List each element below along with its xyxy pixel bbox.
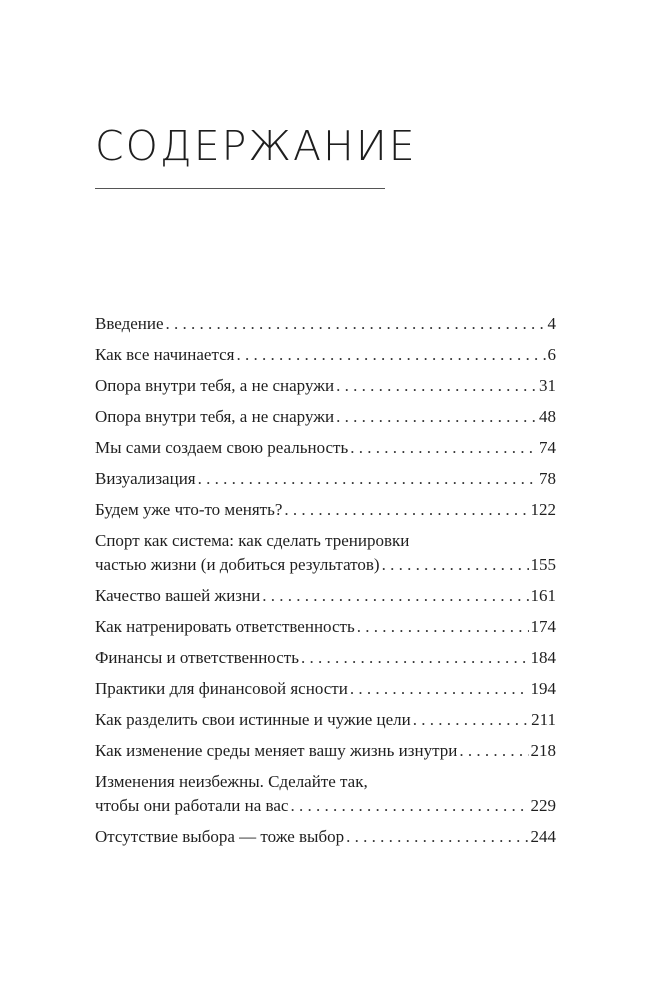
toc-entry-page: 155 bbox=[530, 555, 556, 574]
toc-entry[interactable] bbox=[95, 710, 556, 730]
toc-entry-page: 161 bbox=[530, 586, 556, 605]
toc-entry[interactable] bbox=[95, 617, 556, 637]
toc-entry[interactable] bbox=[95, 827, 556, 847]
toc-entry-page: 4 bbox=[547, 314, 556, 333]
toc-entry-title: Отсутствие выбора — тоже выбор bbox=[95, 827, 345, 846]
toc-entry[interactable] bbox=[95, 500, 556, 520]
dot-leader bbox=[350, 438, 537, 458]
toc-entry[interactable] bbox=[95, 741, 556, 761]
toc-entry[interactable] bbox=[95, 772, 556, 816]
toc-entry-title: чтобы они работали на вас bbox=[95, 796, 289, 815]
toc-entry-page: 31 bbox=[539, 376, 556, 395]
toc-entry[interactable] bbox=[95, 438, 556, 458]
toc-entry-title: Введение bbox=[95, 314, 164, 333]
dot-leader bbox=[166, 314, 546, 334]
toc-entry[interactable] bbox=[95, 345, 556, 365]
dot-leader bbox=[413, 710, 529, 730]
toc-entry[interactable] bbox=[95, 531, 556, 575]
toc-entry-page: 194 bbox=[530, 679, 556, 698]
toc-entry-page: 174 bbox=[530, 617, 556, 636]
toc-entry-page: 78 bbox=[539, 469, 556, 488]
toc-entry-page: 184 bbox=[530, 648, 556, 667]
toc-entry-title: Визуализация bbox=[95, 469, 196, 488]
toc-entry-page: 48 bbox=[539, 407, 556, 426]
toc-entry-page: 6 bbox=[547, 345, 556, 364]
toc-entry-title: Мы сами создаем свою реальность bbox=[95, 438, 349, 457]
toc-entry-title: Будем уже что-то менять? bbox=[95, 500, 283, 519]
toc-entry-title: Опора внутри тебя, а не снаружи bbox=[95, 376, 335, 395]
toc-entry-page: 74 bbox=[539, 438, 556, 457]
toc-entry-title: Как все начинается bbox=[95, 345, 235, 364]
dot-leader bbox=[301, 648, 529, 668]
toc-entry-title: Качество вашей жизни bbox=[95, 586, 261, 605]
dot-leader bbox=[284, 500, 528, 520]
toc-entry-page: 229 bbox=[530, 796, 556, 815]
dot-leader bbox=[336, 407, 537, 427]
toc-entry-title: Финансы и ответственность bbox=[95, 648, 299, 667]
dot-leader bbox=[198, 469, 537, 489]
toc-entry-title: Как изменение среды меняет вашу жизнь изнутри bbox=[95, 741, 458, 760]
page-title: СОДЕРЖАНИЕ bbox=[95, 122, 417, 170]
toc-entry-title: Как разделить свои истинные и чужие цели bbox=[95, 710, 411, 729]
toc-entry-page: 218 bbox=[530, 741, 556, 760]
toc-entry-title-line1: Спорт как система: как сделать тренировки bbox=[95, 531, 410, 550]
dot-leader bbox=[262, 586, 528, 606]
toc-entry[interactable] bbox=[95, 469, 556, 489]
dot-leader bbox=[459, 741, 528, 761]
toc-entry[interactable] bbox=[95, 314, 556, 334]
toc-entry-page: 211 bbox=[531, 710, 556, 729]
toc-entry[interactable] bbox=[95, 679, 556, 699]
toc-entry-title: Как натренировать ответственность bbox=[95, 617, 355, 636]
title-underline bbox=[95, 188, 385, 189]
toc-entry[interactable] bbox=[95, 648, 556, 668]
toc-entry-title-line1: Изменения неизбежны. Сделайте так, bbox=[95, 772, 368, 791]
toc-entry[interactable] bbox=[95, 407, 556, 427]
toc-entry[interactable] bbox=[95, 586, 556, 606]
dot-leader bbox=[357, 617, 529, 637]
toc-entry-title: частью жизни (и добиться результатов) bbox=[95, 555, 380, 574]
dot-leader bbox=[236, 345, 545, 365]
dot-leader bbox=[290, 796, 528, 816]
dot-leader bbox=[382, 555, 529, 575]
toc-entry-title: Опора внутри тебя, а не снаружи bbox=[95, 407, 335, 426]
toc-entry-page: 122 bbox=[530, 500, 556, 519]
toc-entry-title: Практики для финансовой ясности bbox=[95, 679, 348, 698]
dot-leader bbox=[336, 376, 537, 396]
toc-entry-page: 244 bbox=[530, 827, 556, 846]
toc-entry[interactable] bbox=[95, 376, 556, 396]
dot-leader bbox=[346, 827, 528, 847]
table-of-contents bbox=[95, 314, 556, 858]
dot-leader bbox=[350, 679, 529, 699]
